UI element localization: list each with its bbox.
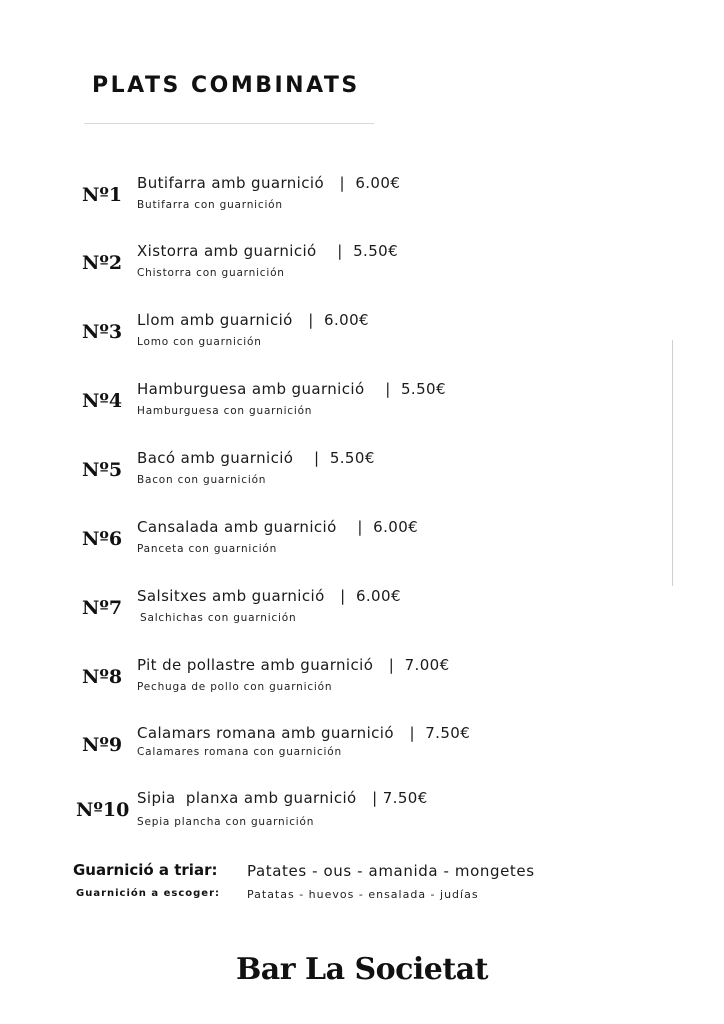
item-name-catalan: Xistorra amb guarnició | 5.50€ (137, 242, 399, 260)
item-name-catalan: Cansalada amb guarnició | 6.00€ (137, 518, 419, 536)
item-number: Nº7 (82, 597, 123, 619)
item-number: Nº3 (82, 321, 123, 343)
menu-item (0, 174, 724, 232)
menu-item (0, 789, 724, 847)
item-name-catalan: Butifarra amb guarnició | 6.00€ (137, 174, 401, 192)
item-number: Nº9 (82, 734, 123, 756)
item-number: Nº2 (82, 252, 123, 274)
item-number: Nº5 (82, 459, 123, 481)
item-number: Nº6 (82, 528, 123, 550)
item-name-spanish: Salchichas con guarnición (140, 612, 297, 624)
item-name-spanish: Butifarra con guarnición (137, 199, 283, 211)
menu-item (0, 242, 724, 300)
bar-name: Bar La Societat (235, 952, 489, 987)
item-name-catalan: Salsitxes amb guarnició | 6.00€ (137, 587, 401, 605)
garnish-options-spanish: Patatas - huevos - ensalada - judías (247, 888, 479, 901)
menu-item (0, 518, 724, 576)
menu-item (0, 380, 724, 438)
item-name-spanish: Bacon con guarnición (137, 474, 267, 486)
menu-item (0, 449, 724, 507)
item-name-catalan: Pit de pollastre amb guarnició | 7.00€ (137, 656, 450, 674)
item-name-spanish: Lomo con guarnición (137, 336, 262, 348)
menu-item (0, 656, 724, 714)
menu-item (0, 587, 724, 645)
item-number: Nº8 (82, 666, 123, 688)
item-name-spanish: Pechuga de pollo con guarnición (137, 681, 333, 693)
page-title: PLATS COMBINATS (92, 73, 360, 98)
item-name-catalan: Bacó amb guarnició | 5.50€ (137, 449, 375, 467)
garnish-label-spanish: Guarnición a escoger: (76, 888, 221, 899)
item-name-spanish: Hamburguesa con guarnición (137, 405, 313, 417)
item-name-catalan: Calamars romana amb guarnició | 7.50€ (137, 724, 471, 742)
title-divider (84, 123, 374, 124)
item-name-catalan: Llom amb guarnició | 6.00€ (137, 311, 370, 329)
item-name-spanish: Chistorra con guarnición (137, 267, 285, 279)
item-number: Nº4 (82, 390, 123, 412)
item-name-catalan: Hamburguesa amb guarnició | 5.50€ (137, 380, 446, 398)
menu-item (0, 311, 724, 369)
garnish-options-catalan: Patates - ous - amanida - mongetes (247, 862, 535, 880)
item-number: Nº10 (76, 799, 130, 821)
item-name-spanish: Panceta con guarnición (137, 543, 278, 555)
item-name-spanish: Calamares romana con guarnición (137, 746, 342, 758)
garnish-label-catalan: Guarnició a triar: (73, 861, 218, 879)
item-number: Nº1 (82, 184, 123, 206)
menu-item (0, 724, 724, 782)
item-name-spanish: Sepia plancha con guarnición (137, 816, 315, 828)
item-name-catalan: Sipia planxa amb guarnició | 7.50€ (137, 789, 428, 807)
